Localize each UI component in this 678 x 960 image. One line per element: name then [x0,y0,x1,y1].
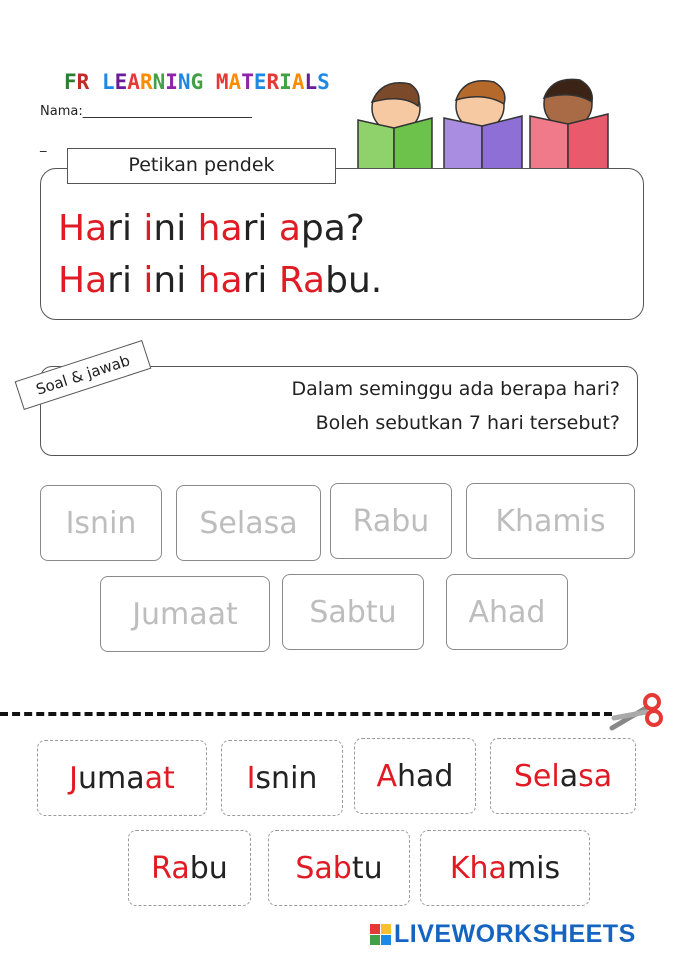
liveworksheets-logo-icon [370,924,391,945]
text-segment: Sab [295,850,352,886]
brand-letter: G [190,70,204,94]
liveworksheets-logo [370,920,636,949]
brand-letter [89,70,102,94]
text-segment: ri [242,208,279,249]
brand-letter: R [76,70,90,94]
text-segment: A [376,758,398,794]
text-segment: Sel [513,758,560,794]
brand-letter: L [101,70,115,94]
question-line-2: Boleh sebutkan 7 hari tersebut? [315,412,620,434]
text-segment: a [559,758,579,794]
passage-line-2 [58,258,382,304]
name-field-extra: _ [40,138,47,153]
text-segment: had [397,758,454,794]
card-selasa[interactable] [490,738,636,814]
answer-slot-ahad[interactable]: Ahad [446,574,568,650]
brand-letter: F [64,70,77,94]
brand-letter: I [279,70,292,94]
answer-slot-sabtu[interactable]: Sabtu [282,574,424,650]
text-segment: a [126,760,145,796]
text-segment: J [69,760,79,796]
text-segment: a [85,208,108,249]
text-segment: mis [506,850,561,886]
text-segment: ri [107,260,144,301]
card-ahad[interactable] [354,738,476,814]
text-segment: Kha [449,850,507,886]
brand-letter: M [215,70,229,94]
answer-slot-selasa[interactable]: Selasa [176,485,321,561]
text-segment: bu [189,850,228,886]
liveworksheets-logo-text: LIVEWORKSHEETS [394,920,636,948]
brand-letter: E [253,70,267,94]
cut-line [0,712,612,716]
text-segment: u [78,760,98,796]
brand-letter: I [165,70,178,94]
text-segment: a [220,208,243,249]
text-segment: ri [107,208,144,249]
text-segment: sa [578,758,613,794]
brand-title [64,70,330,94]
card-jumaat[interactable] [37,740,207,816]
brand-letter [203,70,216,94]
text-segment: a [85,260,108,301]
text-segment: ni [153,208,198,249]
brand-letter: R [139,70,153,94]
text-segment: h [197,208,221,249]
brand-letter: N [177,70,191,94]
brand-letter: A [127,70,140,94]
text-segment: pa? [300,208,365,249]
name-field[interactable]: Nama:__________________________ [40,104,252,119]
text-segment: m [97,760,127,796]
text-segment: Ra [151,850,190,886]
brand-letter: L [304,70,318,94]
brand-letter: R [266,70,280,94]
text-segment: Ra [278,260,326,301]
brand-letter: S [317,70,330,94]
scissors-icon [606,688,666,736]
qa-tag: Soal & jawab [15,340,152,410]
text-segment: i [143,208,154,249]
brand-letter: A [291,70,305,94]
text-segment: ni [153,260,198,301]
brand-letter: A [228,70,242,94]
text-segment: tu [351,850,383,886]
text-segment: ri [242,260,279,301]
card-rabu[interactable] [128,830,251,906]
brand-letter: T [241,70,254,94]
answer-slot-rabu[interactable]: Rabu [330,483,452,559]
brand-letter: N [152,70,166,94]
text-segment: at [144,760,175,796]
text-segment: i [143,260,154,301]
answer-slot-khamis[interactable]: Khamis [466,483,635,559]
answer-slot-jumaat[interactable]: Jumaat [100,576,270,652]
text-segment: snin [255,760,318,796]
card-khamis[interactable] [420,830,590,906]
brand-letter: E [114,70,128,94]
card-sabtu[interactable] [268,830,410,906]
question-line-1: Dalam seminggu ada berapa hari? [291,378,620,400]
passage-tab: Petikan pendek [67,148,336,184]
text-segment: H [58,260,86,301]
text-segment: a [278,208,301,249]
text-segment: bu. [325,260,383,301]
text-segment: a [220,260,243,301]
text-segment: I [246,760,256,796]
passage-line-1 [58,206,365,252]
text-segment: H [58,208,86,249]
text-segment: h [197,260,221,301]
answer-slot-isnin[interactable]: Isnin [40,485,162,561]
card-isnin[interactable] [221,740,343,816]
